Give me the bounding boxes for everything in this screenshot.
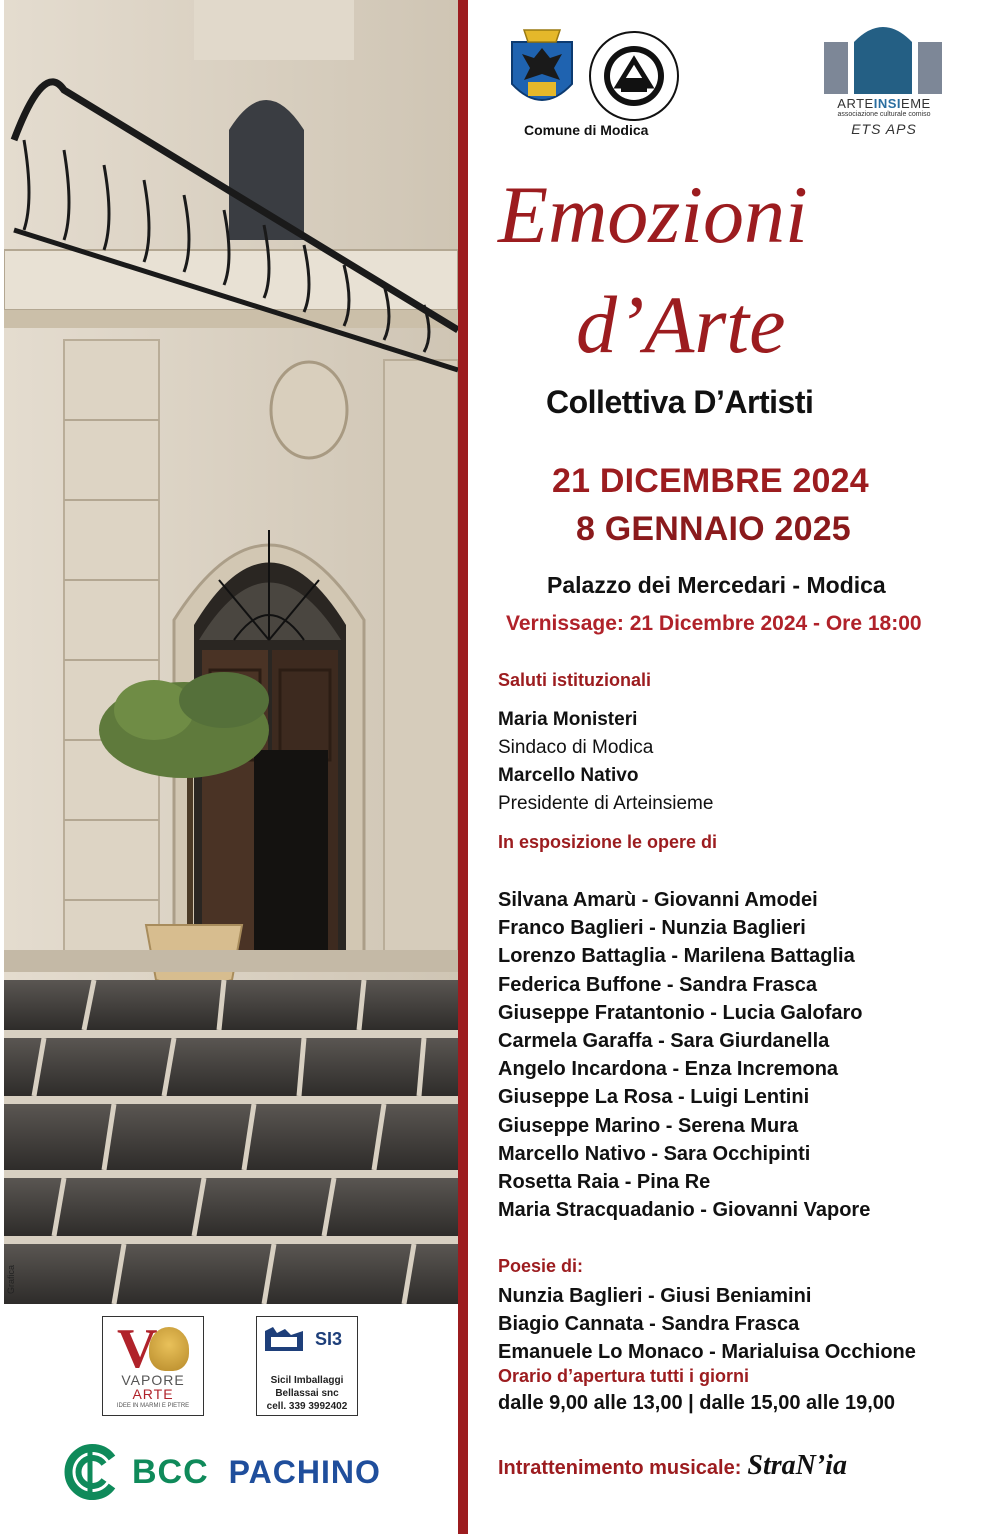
list-item: Maria Stracquadanio - Giovanni Vapore bbox=[498, 1199, 871, 1222]
list-item: Giuseppe La Rosa - Luigi Lentini bbox=[498, 1086, 810, 1109]
opening-hours: dalle 9,00 alle 13,00 | dalle 15,00 alle 19,00 bbox=[498, 1392, 895, 1414]
event-date-end: 8 GENNAIO 2025 bbox=[576, 510, 851, 548]
arteinsieme-ets: ETS APS bbox=[851, 121, 917, 137]
artists-list bbox=[498, 886, 870, 1224]
unesco-emblem-icon bbox=[588, 30, 680, 122]
event-date-start: 21 DICEMBRE 2024 bbox=[552, 462, 869, 500]
music-line bbox=[498, 1450, 847, 1482]
greeting-person1-role: Sindaco di Modica bbox=[498, 737, 654, 758]
photo-credit: Grafica bbox=[6, 1264, 16, 1294]
box-icon bbox=[263, 1325, 305, 1353]
event-title-line1: Emozioni bbox=[498, 169, 808, 260]
list-item: Franco Baglieri - Nunzia Baglieri bbox=[498, 917, 806, 940]
vapore-tagline: IDEE IN MARMI E PIETRE bbox=[116, 1403, 190, 1409]
event-info-column bbox=[468, 0, 1000, 1534]
event-vernissage: Vernissage: 21 Dicembre 2024 - Ore 18:00 bbox=[506, 612, 922, 635]
list-item: Marcello Nativo - Sara Occhipinti bbox=[498, 1142, 811, 1165]
list-item: Rosetta Raia - Pina Re bbox=[498, 1170, 711, 1193]
sicil-imballaggi-logo bbox=[256, 1316, 358, 1416]
bcc-pachino-logo bbox=[60, 1440, 381, 1504]
sicil-name: Sicil Imballaggi bbox=[270, 1375, 344, 1386]
sicil-code: SI3 bbox=[315, 1329, 343, 1349]
arteinsieme-logo-icon bbox=[822, 22, 946, 94]
event-subtitle: Collettiva D’Artisti bbox=[546, 384, 814, 420]
opening-hours-heading: Orario d’apertura tutti i giorni bbox=[498, 1366, 750, 1386]
arteinsieme-name: ARTEINSIEME bbox=[837, 96, 931, 111]
list-item: Nunzia Baglieri - Giusi Beniamini bbox=[498, 1285, 812, 1307]
list-item: Lorenzo Battaglia - Marilena Battaglia bbox=[498, 945, 855, 968]
list-item: Giuseppe Marino - Serena Mura bbox=[498, 1114, 799, 1137]
greeting-person1-name: Maria Monisteri bbox=[498, 709, 638, 730]
greeting-person2-name: Marcello Nativo bbox=[498, 765, 639, 786]
pachino-name: PACHINO bbox=[228, 1453, 381, 1490]
vapore-name-a: VAPORE bbox=[121, 1372, 185, 1388]
building-photo bbox=[4, 0, 458, 1304]
music-band: StraN’ia bbox=[747, 1450, 847, 1481]
list-item: Emanuele Lo Monaco - Marialuisa Occhione bbox=[498, 1341, 916, 1364]
list-item: Giuseppe Fratantonio - Lucia Galofaro bbox=[498, 1001, 863, 1024]
poetry-heading: Poesie di: bbox=[498, 1256, 584, 1276]
bcc-name: BCC bbox=[132, 1452, 209, 1491]
sicil-company: Bellassai snc bbox=[275, 1388, 339, 1399]
list-item: Carmela Garaffa - Sara Giurdanella bbox=[498, 1029, 830, 1052]
divider-bar bbox=[458, 0, 468, 1534]
arteinsieme-tagline: associazione culturale comiso bbox=[837, 111, 931, 118]
list-item: Angelo Incardona - Enza Incremona bbox=[498, 1058, 839, 1081]
vapore-name-b: ARTE bbox=[132, 1386, 174, 1402]
music-label: Intrattenimento musicale: bbox=[498, 1457, 742, 1479]
event-title-line2: d’Arte bbox=[576, 279, 786, 370]
event-venue: Palazzo dei Mercedari - Modica bbox=[547, 572, 886, 598]
comune-label: Comune di Modica bbox=[524, 122, 649, 138]
list-item: Silvana Amarù - Giovanni Amodei bbox=[498, 889, 818, 911]
vapore-arte-logo: V VAPORE ARTE IDEE IN MARMI E PIETRE bbox=[102, 1316, 204, 1416]
comune-crest-icon bbox=[504, 24, 580, 116]
list-item: Federica Buffone - Sandra Frasca bbox=[498, 973, 817, 996]
list-item: Biagio Cannata - Sandra Frasca bbox=[498, 1313, 800, 1336]
greetings-heading: Saluti istituzionali bbox=[498, 670, 652, 690]
bcc-icon bbox=[60, 1440, 124, 1504]
greeting-person2-role: Presidente di Arteinsieme bbox=[498, 793, 714, 814]
artists-heading: In esposizione le opere di bbox=[498, 832, 718, 852]
poetry-list bbox=[498, 1282, 916, 1367]
sicil-phone: cell. 339 3992402 bbox=[266, 1401, 348, 1412]
